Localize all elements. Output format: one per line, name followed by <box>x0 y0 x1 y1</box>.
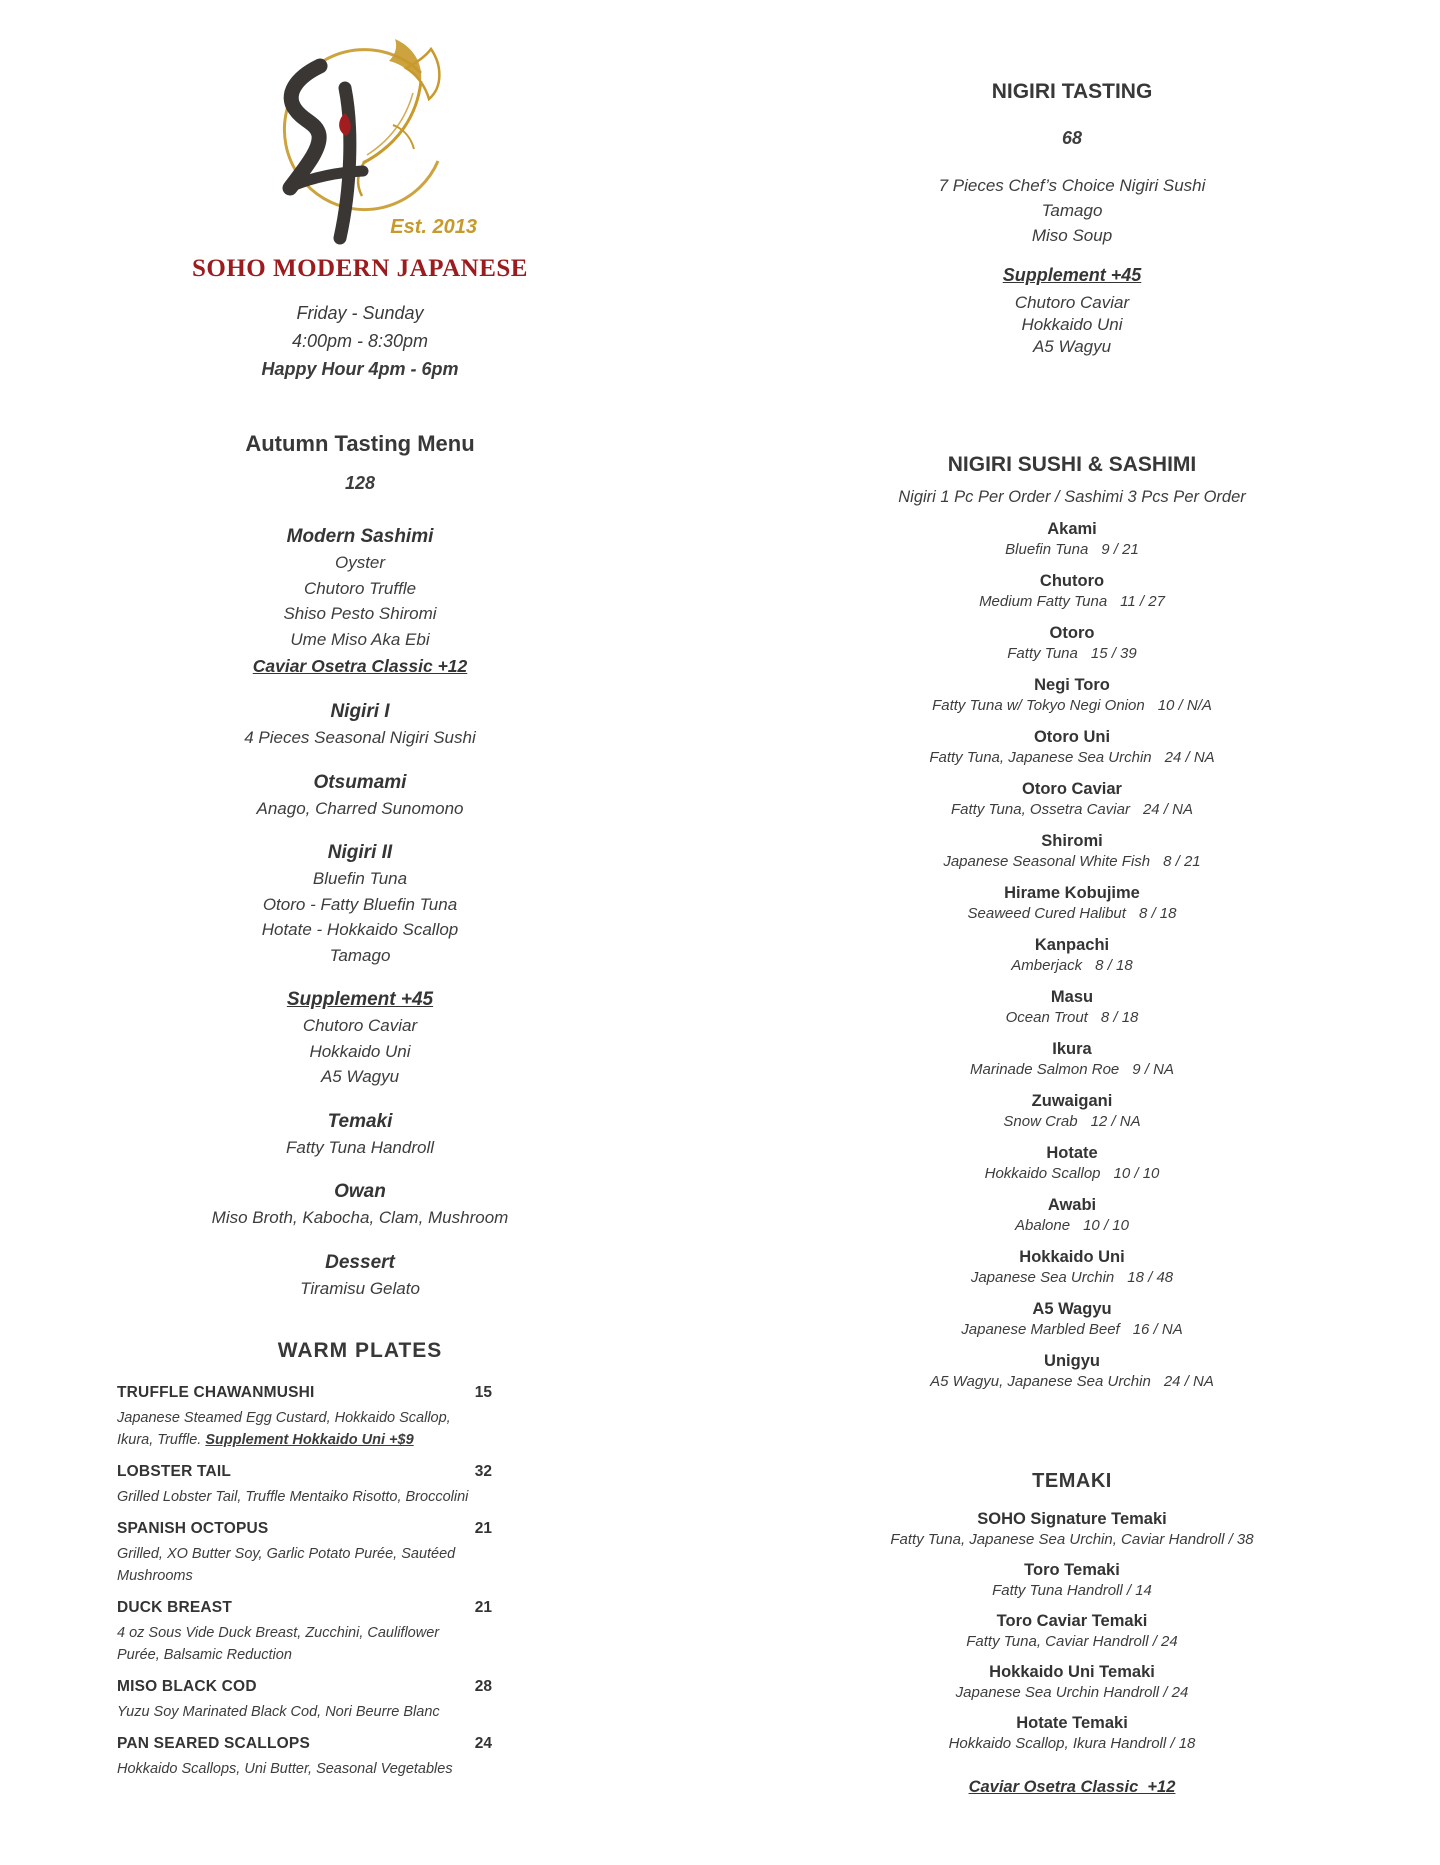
nigiri-item-detail <box>872 1112 1272 1132</box>
menu-item-name: DUCK BREAST <box>117 1599 233 1616</box>
nigiri-item-otoro-uni <box>872 726 1272 768</box>
nigiri-sushi-sashimi-title: NIGIRI SUSHI & SASHIMI <box>947 453 1197 476</box>
temaki-item-desc: Fatty Tuna, Japanese Sea Urchin, Caviar Handroll / 38 <box>890 1531 1254 1548</box>
right-column <box>872 80 1272 1798</box>
warm-plates-title: WARM PLATES <box>277 1339 443 1362</box>
course-line: Chutoro Caviar <box>302 1016 418 1035</box>
menu-item-row <box>117 1734 610 1754</box>
nigiri-item-masu <box>872 986 1272 1028</box>
nigiri-item-otoro-caviar <box>872 778 1272 820</box>
nigiri-item-price: 8 / 18 <box>1100 1009 1139 1026</box>
nigiri-item-name: Shiromi <box>1041 832 1103 850</box>
menu-item-row <box>117 1519 610 1539</box>
course-line: Ume Miso Aka Ebi <box>290 629 430 649</box>
temaki-section <box>872 1468 1272 1798</box>
menu-item-name: SPANISH OCTOPUS <box>117 1520 269 1537</box>
temaki-item-name: Toro Caviar Temaki <box>996 1612 1148 1630</box>
menu-item-row <box>117 1383 610 1403</box>
nigiri-item-price: 24 / NA <box>1142 801 1193 818</box>
caviar-supplement-note: Caviar Osetra Classic +12 <box>968 1778 1176 1796</box>
nigiri-item-detail <box>872 800 1272 820</box>
nigiri-item-price: 12 / NA <box>1090 1113 1141 1130</box>
happy-hour: Happy Hour 4pm - 6pm <box>261 359 459 379</box>
menu-item-price: 15 <box>474 1384 492 1401</box>
nigiri-item-desc: Fatty Tuna <box>1007 645 1078 662</box>
nigiri-item-desc: Japanese Sea Urchin <box>970 1269 1115 1286</box>
course-line: Otoro - Fatty Bluefin Tuna <box>262 894 458 914</box>
nigiri-item-desc: Japanese Seasonal White Fish <box>943 853 1151 870</box>
brand-logo <box>110 30 610 245</box>
nigiri-item-a5-wagyu <box>872 1298 1272 1340</box>
nigiri-item-name: Hokkaido Uni <box>1019 1248 1125 1266</box>
nigiri-item-desc: A5 Wagyu, Japanese Sea Urchin <box>930 1373 1151 1390</box>
nigiri-item-name: Masu <box>1050 988 1094 1006</box>
menu-item-description <box>117 1407 485 1451</box>
nigiri-item-name: Otoro Uni <box>1033 728 1111 746</box>
nigiri-item-desc: Medium Fatty Tuna <box>979 593 1108 610</box>
included-item: Tamago <box>1041 201 1103 220</box>
nigiri-item-price: 11 / 27 <box>1120 593 1165 610</box>
nigiri-item-name: Kanpachi <box>1034 936 1110 954</box>
nigiri-item-price: 24 / NA <box>1163 1373 1214 1390</box>
supplement-title: Supplement +45 <box>1002 265 1142 285</box>
course-line: A5 Wagyu <box>320 1067 400 1086</box>
nigiri-item-price: 10 / 10 <box>1113 1165 1160 1182</box>
nigiri-item-name: Negi Toro <box>1034 676 1110 694</box>
left-column <box>110 30 610 1791</box>
nigiri-item-price: 8 / 18 <box>1095 957 1133 974</box>
included-item: 7 Pieces Chef’s Choice Nigiri Sushi <box>938 176 1206 195</box>
course-dessert <box>110 1249 610 1302</box>
menu-item-price: 28 <box>474 1678 492 1695</box>
nigiri-item-kanpachi <box>872 934 1272 976</box>
warm-plates-section <box>110 1339 610 1780</box>
nigiri-item-hotate <box>872 1142 1272 1184</box>
course-line: Oyster <box>334 553 386 572</box>
menu-item-price: 24 <box>474 1735 492 1752</box>
nigiri-item-detail <box>872 852 1272 872</box>
nigiri-item-price: 18 / 48 <box>1127 1269 1174 1286</box>
nigiri-item-price: 16 / NA <box>1132 1321 1183 1338</box>
nigiri-item-detail <box>872 1320 1272 1340</box>
nigiri-item-chutoro <box>872 570 1272 612</box>
nigiri-item-detail <box>872 1008 1272 1028</box>
nigiri-item-detail <box>872 748 1272 768</box>
course-line: Shiso Pesto Shiromi <box>283 604 437 623</box>
nigiri-item-detail <box>872 696 1272 716</box>
description-text: Japanese Steamed Egg Custard, Hokkaido Scallop, Ikura, Truffle. <box>117 1410 451 1448</box>
opening-times: 4:00pm - 8:30pm <box>291 331 429 351</box>
nigiri-item-detail <box>872 1164 1272 1184</box>
menu-item-name: LOBSTER TAIL <box>117 1463 232 1480</box>
menu-item-description: Hokkaido Scallops, Uni Butter, Seasonal Vegetables <box>117 1761 453 1777</box>
nigiri-item-detail <box>872 904 1272 924</box>
course-line: Hokkaido Uni <box>309 1041 411 1061</box>
temaki-item-name: Hokkaido Uni Temaki <box>989 1663 1155 1681</box>
menu-item-description: Yuzu Soy Marinated Black Cod, Nori Beurre Blanc <box>117 1704 440 1720</box>
menu-item-spanish-octopus <box>117 1519 610 1587</box>
nigiri-item-name: Otoro Caviar <box>1022 780 1122 798</box>
temaki-item-name: SOHO Signature Temaki <box>977 1510 1167 1528</box>
course-line: Miso Broth, Kabocha, Clam, Mushroom <box>211 1208 509 1227</box>
course-name: Nigiri II <box>327 842 393 863</box>
nigiri-item-desc: Fatty Tuna w/ Tokyo Negi Onion <box>932 697 1145 714</box>
menu-item-pan-seared-scallops <box>117 1734 610 1780</box>
nigiri-item-negi-toro <box>872 674 1272 716</box>
nigiri-item-zuwaigani <box>872 1090 1272 1132</box>
nigiri-item-price: 8 / 21 <box>1163 853 1201 870</box>
nigiri-item-price: 10 / N/A <box>1157 697 1212 714</box>
nigiri-item-price: 9 / 21 <box>1101 541 1139 558</box>
supplement-item: A5 Wagyu <box>1032 337 1112 356</box>
course-name: Dessert <box>325 1251 395 1273</box>
temaki-item-hokkaido-uni <box>872 1661 1272 1703</box>
course-otsumami <box>110 769 610 822</box>
temaki-items <box>872 1508 1272 1754</box>
menu-item-price: 21 <box>474 1599 492 1616</box>
nigiri-item-desc: Abalone <box>1015 1217 1071 1234</box>
nigiri-item-hirame-kobujime <box>872 882 1272 924</box>
nigiri-item-desc: Marinade Salmon Roe <box>970 1061 1120 1078</box>
temaki-item-desc: Fatty Tuna, Caviar Handroll / 24 <box>966 1633 1178 1650</box>
warm-plates-items <box>110 1383 610 1780</box>
menu-item-price: 21 <box>474 1520 492 1537</box>
temaki-item-desc: Fatty Tuna Handroll / 14 <box>992 1582 1152 1599</box>
nigiri-item-desc: Amberjack <box>1011 957 1083 974</box>
temaki-title: TEMAKI <box>1032 1470 1112 1492</box>
course-name: Modern Sashimi <box>286 526 434 547</box>
course-line: Tiramisu Gelato <box>300 1278 420 1298</box>
opening-days: Friday - Sunday <box>296 303 424 323</box>
nigiri-tasting-includes <box>872 173 1272 248</box>
course-name: Nigiri I <box>330 701 390 722</box>
nigiri-item-name: Hirame Kobujime <box>1004 884 1140 902</box>
established-year: Est. 2013 <box>390 216 477 238</box>
nigiri-item-name: Otoro <box>1049 624 1095 642</box>
course-name: Otsumami <box>313 771 407 793</box>
nigiri-item-ikura <box>872 1038 1272 1080</box>
nigiri-item-detail <box>872 956 1272 976</box>
opening-hours <box>110 299 610 383</box>
nigiri-item-detail <box>872 592 1272 612</box>
menu-item-name: TRUFFLE CHAWANMUSHI <box>117 1384 315 1401</box>
nigiri-item-price: 8 / 18 <box>1138 905 1177 922</box>
course-nigiri-1 <box>110 698 610 751</box>
menu-item-truffle-chawanmushi <box>117 1383 610 1451</box>
menu-item-duck-breast <box>117 1598 610 1666</box>
course-line: 4 Pieces Seasonal Nigiri Sushi <box>244 728 476 747</box>
nigiri-item-desc: Fatty Tuna, Japanese Sea Urchin <box>929 749 1152 766</box>
tasting-menu-courses <box>110 523 610 1301</box>
nigiri-item-desc: Hokkaido Scallop <box>984 1165 1101 1182</box>
menu-item-row <box>117 1677 610 1697</box>
nigiri-item-price: 10 / 10 <box>1083 1217 1129 1234</box>
nigiri-item-name: Chutoro <box>1039 572 1105 590</box>
nigiri-sushi-sashimi-section <box>872 452 1272 1392</box>
tasting-menu-price: 128 <box>344 473 376 493</box>
nigiri-item-desc: Seaweed Cured Halibut <box>967 905 1126 922</box>
temaki-item-toro <box>872 1559 1272 1601</box>
supplement-item: Hokkaido Uni <box>1021 315 1123 334</box>
restaurant-name: SOHO MODERN JAPANESE <box>192 255 528 282</box>
nigiri-item-otoro <box>872 622 1272 664</box>
nigiri-item-hokkaido-uni <box>872 1246 1272 1288</box>
nigiri-sushi-sashimi-subtitle: Nigiri 1 Pc Per Order / Sashimi 3 Pcs Per Order <box>898 488 1246 506</box>
course-nigiri-2 <box>110 839 610 968</box>
temaki-item-name: Hotate Temaki <box>1016 1714 1128 1732</box>
menu-item-description: Grilled Lobster Tail, Truffle Mentaiko Risotto, Broccolini <box>117 1489 469 1505</box>
nigiri-item-detail <box>872 1372 1272 1392</box>
menu-item-row <box>117 1462 610 1482</box>
nigiri-item-desc: Japanese Marbled Beef <box>961 1321 1120 1338</box>
nigiri-item-name: Ikura <box>1052 1040 1092 1058</box>
nigiri-item-detail <box>872 1060 1272 1080</box>
nigiri-tasting-price: 68 <box>1061 128 1083 148</box>
nigiri-sushi-sashimi-items <box>872 518 1272 1392</box>
nigiri-item-desc: Fatty Tuna, Ossetra Caviar <box>951 801 1130 818</box>
course-name: Supplement +45 <box>286 989 434 1010</box>
nigiri-item-desc: Bluefin Tuna <box>1005 541 1089 558</box>
course-line: Fatty Tuna Handroll <box>285 1137 435 1157</box>
nigiri-item-price: 9 / NA <box>1132 1061 1174 1078</box>
menu-item-row <box>117 1598 610 1618</box>
course-supplement: Caviar Osetra Classic +12 <box>252 656 468 676</box>
supplement-item: Chutoro Caviar <box>1014 293 1130 312</box>
nigiri-item-detail <box>872 540 1272 560</box>
nigiri-item-detail <box>872 644 1272 664</box>
menu-item-price: 32 <box>474 1463 492 1480</box>
nigiri-item-name: Awabi <box>1047 1196 1097 1214</box>
temaki-item-name: Toro Temaki <box>1024 1561 1120 1579</box>
nigiri-item-desc: Ocean Trout <box>1005 1009 1088 1026</box>
temaki-item-hotate <box>872 1712 1272 1754</box>
course-line: Hotate - Hokkaido Scallop <box>261 920 459 939</box>
temaki-item-soho-signature <box>872 1508 1272 1550</box>
temaki-item-desc: Hokkaido Scallop, Ikura Handroll / 18 <box>948 1735 1196 1752</box>
temaki-item-desc: Japanese Sea Urchin Handroll / 24 <box>955 1684 1189 1701</box>
course-temaki <box>110 1108 610 1161</box>
nigiri-item-detail <box>872 1268 1272 1288</box>
menu-item-description: Grilled, XO Butter Soy, Garlic Potato Purée, Sautéed Mushrooms <box>117 1546 456 1584</box>
menu-item-description: 4 oz Sous Vide Duck Breast, Zucchini, Cauliflower Purée, Balsamic Reduction <box>117 1625 440 1663</box>
nigiri-item-name: Unigyu <box>1044 1352 1100 1370</box>
included-item: Miso Soup <box>1031 226 1113 245</box>
course-line: Tamago <box>329 945 391 965</box>
nigiri-item-desc: Snow Crab <box>1003 1113 1078 1130</box>
course-line: Bluefin Tuna <box>312 869 408 888</box>
nigiri-tasting-title: NIGIRI TASTING <box>991 80 1153 103</box>
course-line: Anago, Charred Sunomono <box>256 798 464 818</box>
course-name: Owan <box>334 1181 386 1202</box>
nigiri-item-name: A5 Wagyu <box>1032 1300 1112 1318</box>
temaki-item-toro-caviar <box>872 1610 1272 1652</box>
description-supplement: Supplement Hokkaido Uni +$9 <box>205 1432 414 1448</box>
nigiri-item-shiromi <box>872 830 1272 872</box>
course-line: Chutoro Truffle <box>303 578 417 598</box>
nigiri-tasting-section <box>872 80 1272 358</box>
supplement-items <box>872 292 1272 358</box>
nigiri-item-unigyu <box>872 1350 1272 1392</box>
nigiri-item-price: 15 / 39 <box>1090 645 1137 662</box>
menu-item-miso-black-cod <box>117 1677 610 1723</box>
menu-item-name: MISO BLACK COD <box>117 1678 257 1695</box>
nigiri-item-detail <box>872 1216 1272 1236</box>
tasting-menu-title: Autumn Tasting Menu <box>245 431 475 456</box>
course-supplement-45 <box>110 986 610 1090</box>
menu-item-lobster-tail <box>117 1462 610 1508</box>
nigiri-item-akami <box>872 518 1272 560</box>
menu-item-name: PAN SEARED SCALLOPS <box>117 1735 310 1752</box>
nigiri-item-name: Akami <box>1047 520 1097 538</box>
course-name: Temaki <box>327 1110 393 1132</box>
course-modern-sashimi <box>110 523 610 680</box>
nigiri-item-price: 24 / NA <box>1164 749 1215 766</box>
nigiri-item-name: Hotate <box>1046 1144 1098 1162</box>
nigiri-item-awabi <box>872 1194 1272 1236</box>
nigiri-item-name: Zuwaigani <box>1031 1092 1113 1110</box>
course-owan <box>110 1178 610 1231</box>
